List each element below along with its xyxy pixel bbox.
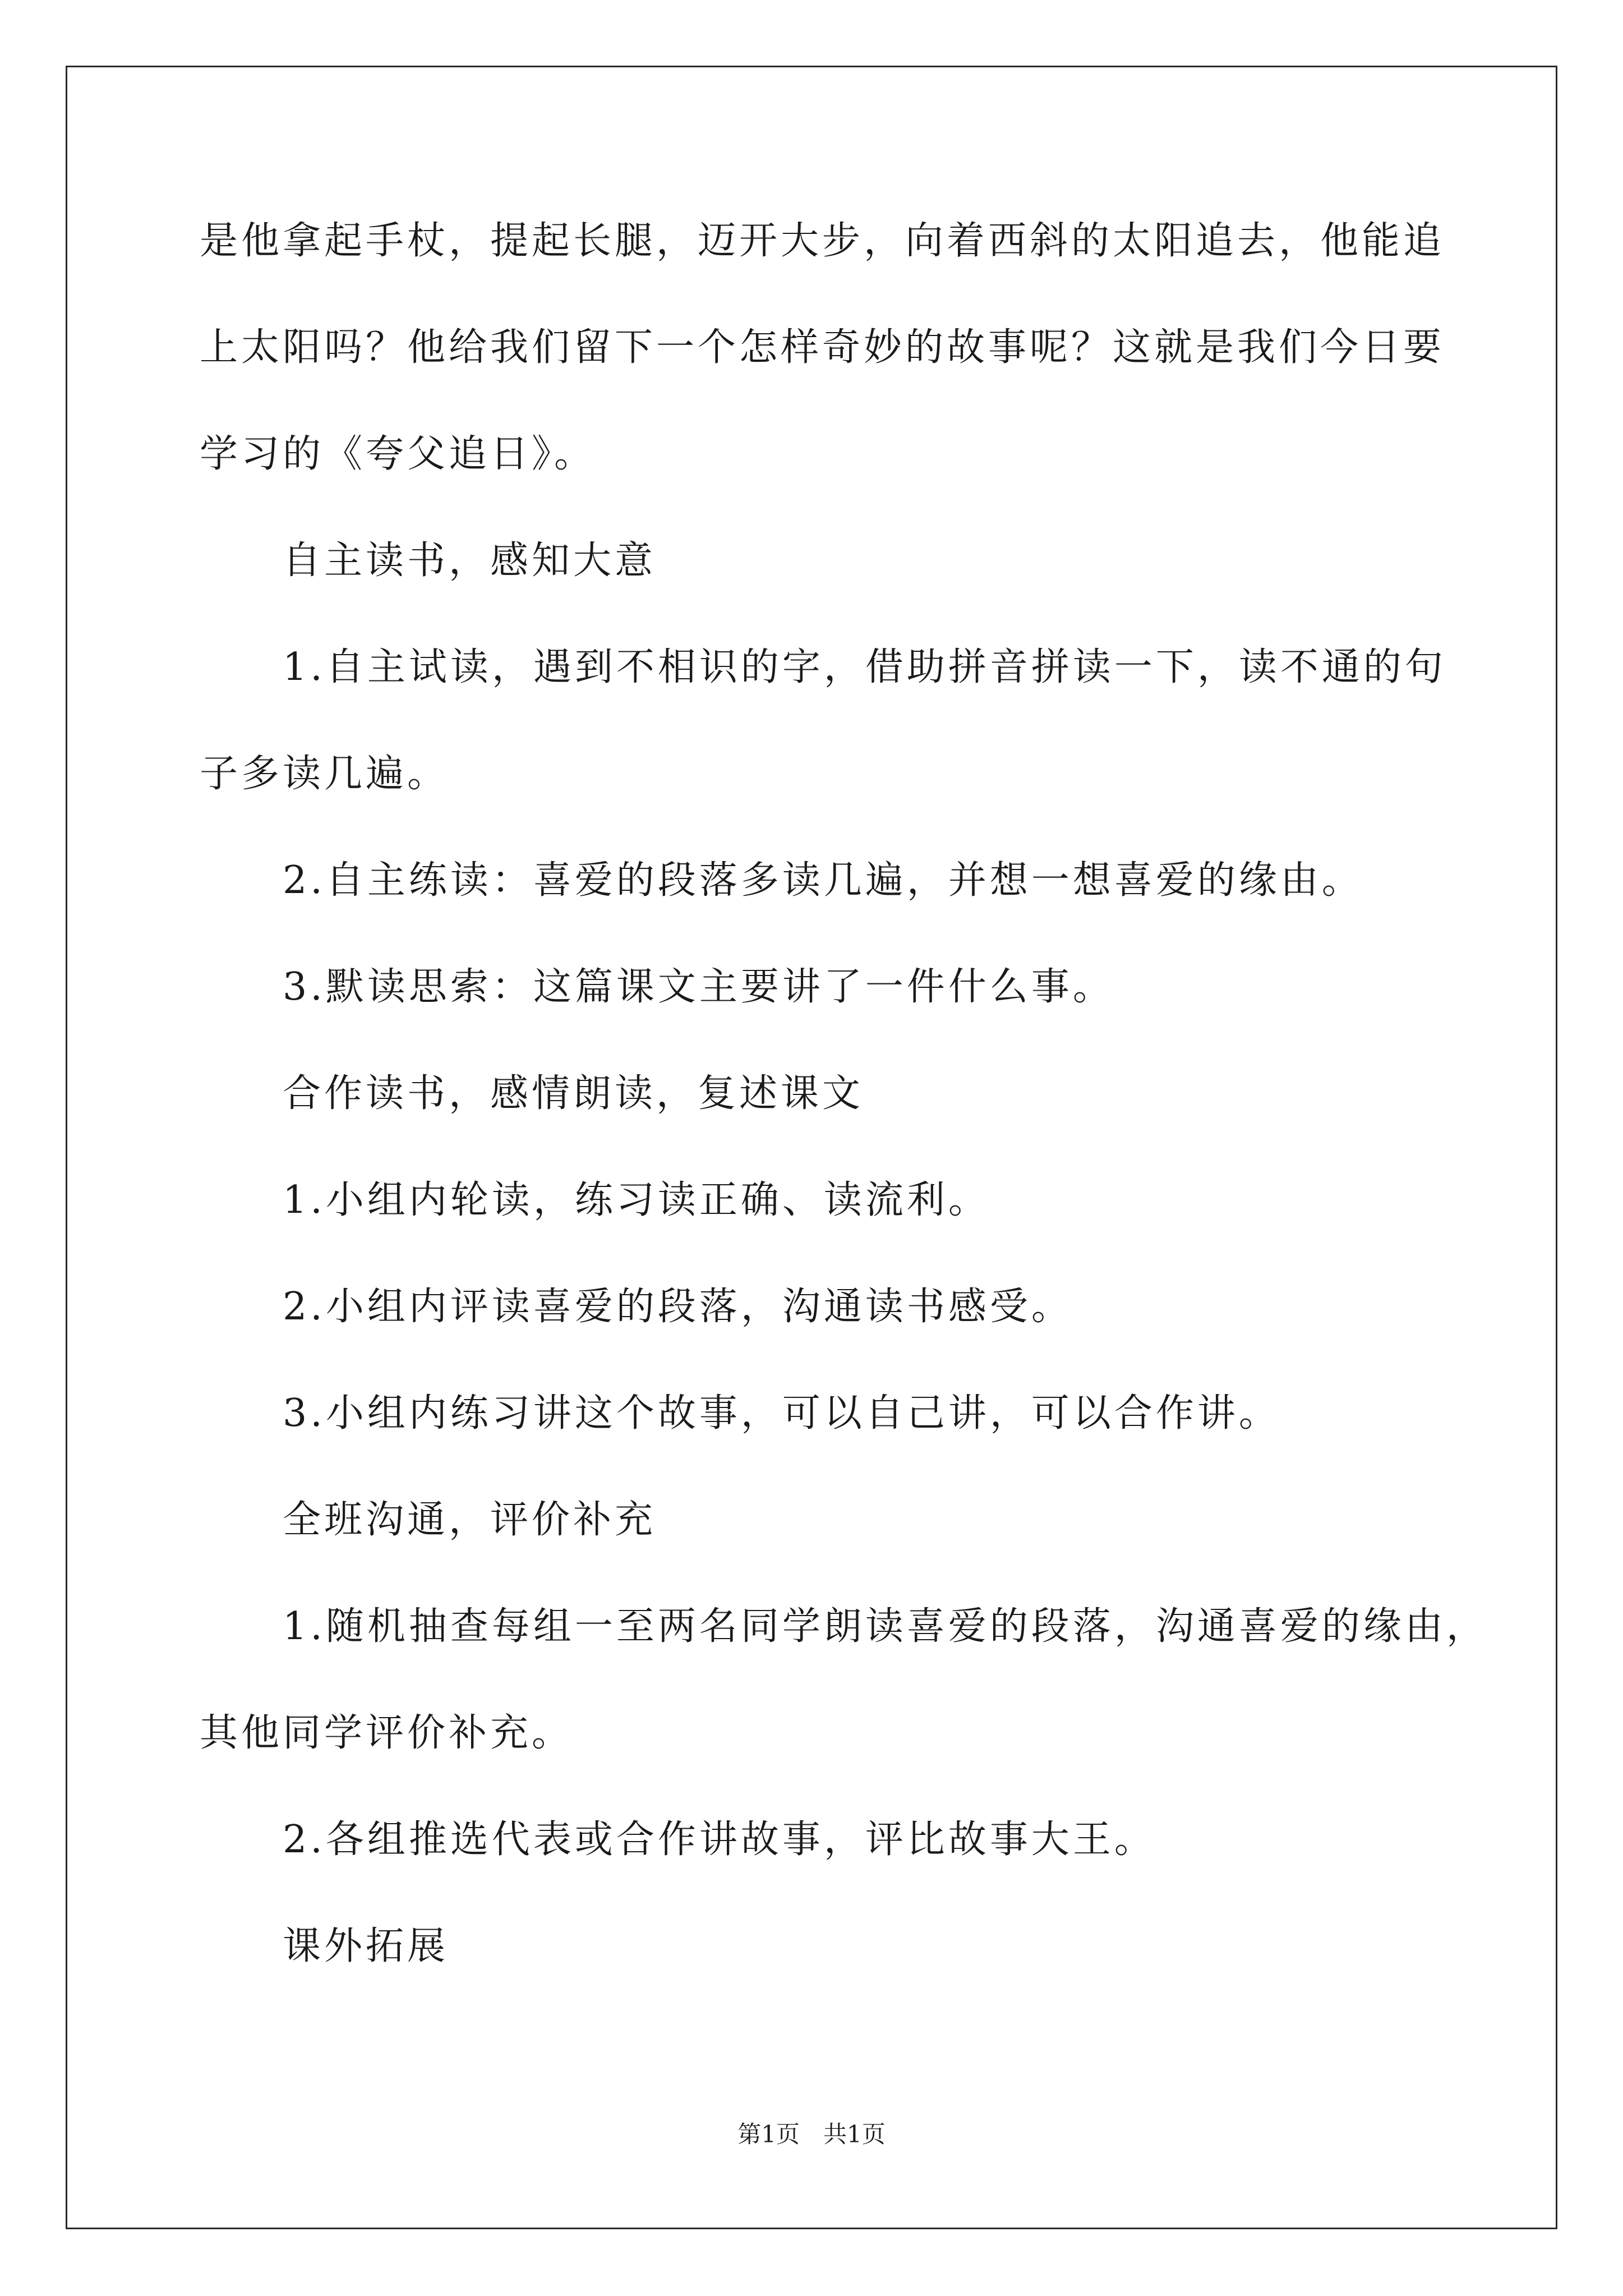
text-line: 其他同学评价补充。 — [200, 1711, 574, 1755]
text-line: 学习的《夸父追日》。 — [200, 432, 596, 476]
text-line: 子多读几遍。 — [200, 752, 449, 796]
text-line: 2.各组推选代表或合作讲故事，评比故事大王。 — [283, 1818, 1156, 1862]
text-line: 1.随机抽查每组一至两名同学朗读喜爱的段落，沟通喜爱的缘由， — [283, 1604, 1488, 1649]
section-heading: 全班沟通，评价补充 — [283, 1498, 657, 1542]
text-line: 1.自主试读，遇到不相识的字，借助拼音拼读一下，读不通的句 — [283, 645, 1446, 689]
text-line: 3.默读思索：这篇课文主要讲了一件什么事。 — [283, 965, 1114, 1009]
text-line: 2.小组内评读喜爱的段落，沟通读书感受。 — [283, 1285, 1073, 1329]
text-line: 是他拿起手杖，提起长腿，迈开大步，向着西斜的太阳追去，他能追 — [200, 219, 1445, 263]
page-border — [66, 66, 1557, 2229]
section-heading: 课外拓展 — [283, 1924, 449, 1968]
text-line: 上太阳吗？他给我们留下一个怎样奇妙的故事呢？这就是我们今日要 — [200, 325, 1445, 370]
section-heading: 合作读书，感情朗读，复述课文 — [283, 1071, 864, 1116]
text-line: 2.自主练读：喜爱的段落多读几遍，并想一想喜爱的缘由。 — [283, 858, 1363, 903]
section-heading: 自主读书，感知大意 — [283, 539, 657, 583]
text-line: 3.小组内练习讲这个故事，可以自己讲，可以合作讲。 — [283, 1391, 1280, 1435]
page-number-footer: 第1页 共1页 — [737, 2120, 886, 2148]
text-line: 1.小组内轮读，练习读正确、读流利。 — [283, 1178, 990, 1222]
